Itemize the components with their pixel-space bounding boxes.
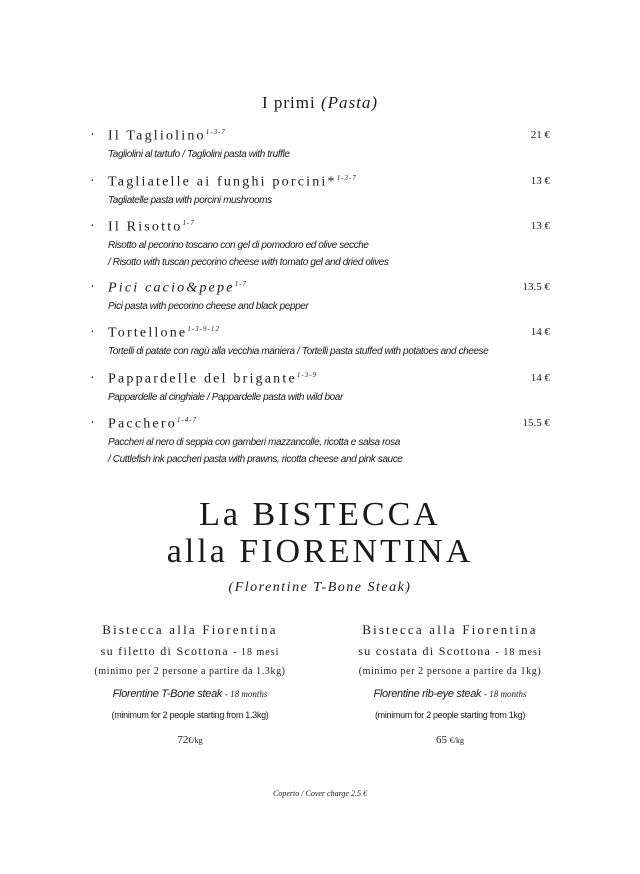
- bistecca-subtitle: (Florentine T-Bone Steak): [228, 580, 412, 595]
- dish-description: Tortelli di patate con ragù alla vecchia maniera / Tortelli pasta stuffed with potatoes and cheese: [108, 346, 489, 357]
- cover-charge: Coperto / Cover charge 2.5 €: [273, 789, 367, 798]
- bistecca-title-line1: La BISTECCA: [199, 496, 441, 533]
- bistecca-title-line2: alla FIORENTINA: [166, 533, 474, 570]
- section-title: [0, 93, 640, 113]
- allergen-codes: 1-3-7: [205, 128, 226, 136]
- steak-minimum-en: (minimum for 2 people starting from 1kg): [374, 710, 526, 720]
- steak-price: 72€/kg: [177, 734, 203, 746]
- dish-description: Pici pasta with pecorino cheese and black pepper: [108, 301, 309, 312]
- bullet-icon: ·: [90, 371, 95, 386]
- dish-name: Il Tagliolino$^{1-3-7}$: [108, 128, 226, 144]
- dish-description: Tagliolini al tartufo / Tagliolini pasta with truffle: [108, 149, 290, 160]
- bullet-icon: ·: [90, 416, 95, 431]
- dish-price: 21 €: [530, 129, 550, 141]
- section-title-main: I primi: [261, 93, 316, 112]
- steak-title: Bistecca alla Fiorentina: [102, 622, 278, 637]
- dish-name: Pacchero$^{1-4-7}$: [108, 416, 198, 432]
- dish-price: 14 €: [530, 326, 550, 338]
- bullet-icon: ·: [90, 325, 95, 340]
- bullet-icon: ·: [90, 128, 95, 143]
- allergen-codes: 1-7: [234, 280, 248, 288]
- dish-price: 13 €: [530, 175, 550, 187]
- steak-minimum-it: (minimo per 2 persone a partire da 1.3kg): [94, 666, 286, 677]
- allergen-codes: 1-4-7: [176, 416, 198, 424]
- steak-title: Bistecca alla Fiorentina: [362, 622, 538, 637]
- bullet-icon: ·: [90, 219, 95, 234]
- steak-price: 65 €/kg: [436, 734, 464, 746]
- steak-option-costata: [320, 622, 580, 746]
- dish-description: Risotto al pecorino toscano con gel di pomodoro ed olive secche / Risotto with tuscan pecorino cheese with tomato gel and dried olives: [108, 240, 389, 268]
- dish-price: 14 €: [530, 372, 550, 384]
- allergen-codes: 1-7: [182, 219, 195, 227]
- bistecca-title: [0, 496, 640, 570]
- steak-cut: su filetto di Scottona - 18 mesi: [100, 644, 280, 658]
- dish-name: Pappardelle del brigante$^{1-3-9}$: [108, 371, 318, 387]
- allergen-codes: 1-3-9: [296, 371, 318, 379]
- bullet-icon: ·: [90, 174, 95, 189]
- dish-name: Il Risotto$^{1-7}$: [108, 219, 195, 235]
- dish-description: Paccheri al nero di seppia con gamberi mazzancolle, ricotta e salsa rosa / Cuttlefish ink paccheri pasta with prawns, ricotta cheese and pink sauce: [108, 437, 403, 465]
- section-title-sub: (Pasta): [320, 93, 379, 112]
- allergen-codes: 1-3-9-12: [187, 325, 220, 333]
- dish-name: Pici cacio&pepe$^{1-7}$: [108, 280, 248, 296]
- bullet-icon: ·: [90, 280, 95, 295]
- steak-minimum-en: (minimum for 2 people starting from 1.3kg): [111, 710, 269, 720]
- steak-minimum-it: (minimo per 2 persone a partire da 1kg): [358, 666, 542, 677]
- dish-price: 13.5 €: [522, 281, 550, 293]
- dish-name: Tagliatelle ai funghi porcini*$^{1-3-7}$: [108, 174, 357, 190]
- dish-price: 13 €: [530, 220, 550, 232]
- dish-price: 15.5 €: [522, 417, 550, 429]
- steak-name-en: Florentine T-Bone steak - 18 months: [112, 688, 268, 700]
- steak-option-filetto: [60, 622, 320, 746]
- steak-cut: su costata di Scottona - 18 mesi: [358, 644, 542, 658]
- dish-name: Tortellone$^{1-3-9-12}$: [108, 325, 220, 341]
- steak-name-en: Florentine rib-eye steak - 18 months: [373, 688, 527, 700]
- allergen-codes: 1-3-7: [336, 174, 357, 182]
- dish-description: Tagliatelle pasta with porcini mushrooms: [108, 195, 272, 206]
- dish-description: Pappardelle al cinghiale / Pappardelle pasta with wild boar: [108, 392, 343, 403]
